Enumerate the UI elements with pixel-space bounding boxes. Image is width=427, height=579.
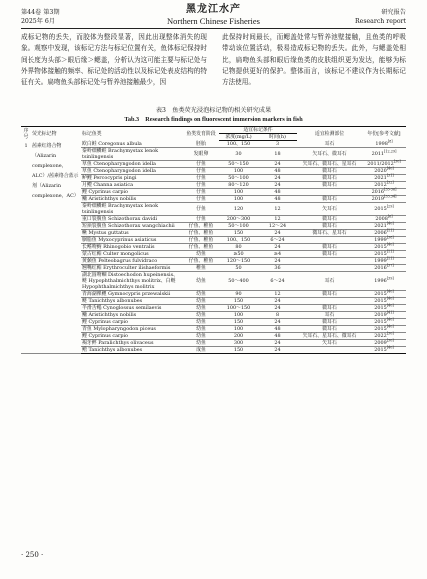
cell-reference-year: 1999 (374, 237, 387, 243)
cell-reference-year: 2016 (374, 265, 387, 271)
cell-concentration: 50～100 (219, 223, 258, 230)
header-section-cn: 研究报告 (381, 9, 406, 16)
cell-stage: 仔鱼、稚鱼 (183, 258, 219, 265)
cell-reference (362, 196, 406, 203)
cell-time: 24 (258, 305, 297, 312)
cell-site (297, 189, 362, 196)
cell-site: 矢耳石、星耳石、微耳石 (297, 333, 362, 340)
cell-concentration: 100 (219, 326, 258, 333)
journal-title-en: Northern Chinese Fisheries (166, 16, 260, 26)
cell-concentration: 80～120 (219, 182, 258, 189)
cell-fish: 鲤 Cyprinus carpio (81, 189, 183, 196)
cell-reference-year: 2015 (374, 326, 387, 332)
cell-concentration: 90 (219, 291, 258, 298)
cell-site: 矢耳石 (297, 340, 362, 347)
col-header-marker: 荧光标记物 (31, 127, 81, 141)
cell-reference-year: 2020 (374, 168, 387, 174)
cell-stage: 仔鱼 (183, 189, 219, 196)
cell-reference (362, 289, 406, 301)
cell-concentration: 100 (219, 312, 258, 319)
cell-site: 微耳石 (297, 319, 362, 326)
cell-concentration: 120 (219, 203, 258, 216)
row-group-marker: 茜素红络合物（Alizarin complexone，ALC）/茜素络合蓝示剂（Alizarin complexone，AC） (31, 141, 81, 354)
cell-fish: 湖北圆吻鲴 Distoechodon hupeinensis、鲢 Hypophthalmichthys molitrix、白鲢 Hypophthalmichthys molitrix (81, 272, 183, 291)
cell-reference-year: 2008 (375, 216, 388, 222)
cell-reference-citation[interactable]: [30] (386, 331, 394, 336)
cell-reference-citation[interactable]: [40] (386, 166, 394, 171)
journal-title-cn: 黑龙江水产 (186, 4, 241, 15)
cell-site (297, 237, 362, 244)
cell-reference-year: 2016 (371, 189, 385, 195)
cell-fish: 长鳍吻鮈 Rhinogobio ventralis (81, 244, 183, 251)
cell-reference (362, 141, 406, 148)
table-caption (0, 106, 427, 124)
cell-fish: 翘嘴红鲌 Erythroculter ilishaeformis (81, 265, 183, 272)
cell-time: 24 (258, 175, 297, 182)
cell-reference-year: 2015 (374, 298, 387, 304)
cell-fish: 青鱼 Mylopharyngodon piceus (81, 326, 183, 333)
cell-time: 24 (258, 161, 297, 168)
cell-site: 微耳石 (297, 182, 362, 189)
cell-reference-year: 2011 (371, 151, 385, 157)
cell-time: 24 (258, 319, 297, 326)
cell-time: 24 (258, 340, 297, 347)
row-group-number: 1 (21, 141, 31, 354)
cell-time: 24 (258, 347, 297, 354)
cell-reference (362, 296, 406, 308)
header-section-en: Research report (355, 18, 406, 25)
cell-site: 矢耳石 (297, 203, 362, 216)
cell-time: ≥4 (258, 251, 297, 258)
cell-site: 微耳石 (297, 251, 362, 258)
cell-site: 微耳石 (297, 175, 362, 182)
cell-reference-year: 2015 (374, 291, 387, 297)
cell-reference-citation[interactable]: [12,29] (384, 149, 397, 154)
cell-reference-citation[interactable]: [30] (393, 159, 401, 164)
table-caption-en: Tab.3 Research findings on fluorescent immersion markers in fish (124, 116, 303, 123)
cell-stage: 仔鱼 (183, 175, 219, 182)
cell-concentration: 100 (219, 168, 258, 175)
header-date: 2025年 6月 (21, 18, 56, 25)
cell-fish: 草鱼 Ctenopharyngodon idella (81, 161, 183, 168)
cell-time: 6～24 (258, 237, 297, 244)
cell-site: 微耳石 (297, 244, 362, 251)
cell-reference-citation[interactable]: [11] (386, 256, 394, 261)
cell-concentration: 50～100 (219, 175, 258, 182)
cell-concentration: 150 (219, 319, 258, 326)
col-header-conc: 浓度(mg/L) (219, 134, 258, 141)
cell-fish: 半滑舌鳎 Cynoglossus semilaevis (81, 305, 183, 312)
cell-reference-citation[interactable]: [40] (386, 242, 394, 247)
cell-time: 12～24 (258, 223, 297, 230)
cell-reference-citation[interactable]: [40] (386, 303, 394, 308)
cell-reference-citation[interactable]: [40] (386, 221, 394, 226)
cell-site (297, 258, 362, 265)
cell-reference (362, 317, 406, 329)
page-number: · 250 · (21, 551, 44, 559)
cell-fish: 鳤 Tanichthys albonubes (81, 347, 183, 354)
cell-fish: 鲤 Cyprinus carpio (81, 319, 183, 326)
cell-stage: 仔鱼、稚鱼 (183, 237, 219, 244)
cell-concentration: 100、150 (219, 237, 258, 244)
cell-concentration: 50～150 (219, 161, 258, 168)
cell-reference-year: 2019 (371, 196, 385, 202)
cell-time: 24 (258, 182, 297, 189)
cell-fish: 褐牙鲆 Paralichthys olivaceus (81, 340, 183, 347)
cell-stage: 幼鱼 (183, 340, 219, 347)
cell-reference-year: 2021 (374, 223, 387, 229)
cell-stage: 幼鱼 (183, 298, 219, 305)
cell-time: 24 (258, 258, 297, 265)
cell-concentration: 200～300 (219, 216, 258, 223)
cell-stage: 发眼卵 (183, 148, 219, 161)
cell-reference-citation[interactable]: [40] (386, 345, 394, 350)
cell-stage: 幼鱼 (183, 272, 219, 291)
cell-stage: 仔鱼、稚鱼 (183, 230, 219, 237)
cell-fish: 秦岭细鳞鲑 Brachymystax lenok tsinlingensis (81, 148, 183, 161)
cell-fish: 鳙 Aristichthys nobilis (81, 196, 183, 203)
cell-concentration: 120～150 (219, 258, 258, 265)
cell-reference-year: 1998 (375, 140, 388, 147)
cell-reference-year: 2015 (374, 347, 387, 353)
cell-fish: 鳙 Aristichthys nobilis (81, 312, 183, 319)
cell-reference-citation[interactable]: [11] (386, 228, 394, 233)
cell-concentration: 30 (219, 148, 258, 161)
cell-fish: 青海湖裸鲤 Gymnocypris przewalskii (81, 291, 183, 298)
header-volume: 第44卷 第3期 (21, 9, 60, 16)
cell-time: 48 (258, 333, 297, 340)
cell-fish: 鳜 Mystus guttatus (81, 230, 183, 237)
cell-reference-year: 2015 (374, 319, 387, 325)
cell-site: 微耳石 (297, 223, 362, 230)
cell-time: 24 (258, 244, 297, 251)
cell-concentration: 100、150 (219, 141, 258, 148)
cell-concentration: 50～400 (219, 272, 258, 291)
header-section (355, 8, 406, 26)
cell-concentration: 300 (219, 340, 258, 347)
cell-reference-year: 2015 (374, 244, 387, 250)
cell-reference-citation[interactable]: [31] (386, 173, 394, 178)
cell-site: 微耳石 (297, 168, 362, 175)
cell-reference-citation[interactable]: [6] (387, 214, 393, 219)
cell-stage: 胚胎 (183, 141, 219, 148)
cell-reference-citation[interactable]: [11] (386, 249, 394, 254)
cell-concentration: ≥50 (219, 251, 258, 258)
col-header-conditions: 适宜标记条件 (219, 127, 297, 134)
table-body (21, 141, 406, 354)
cell-site: 耳石 (297, 272, 362, 291)
cell-concentration: 50 (219, 265, 258, 272)
cell-reference-year: 2015 (374, 251, 387, 257)
col-header-stage: 鱼类发育阶段 (183, 127, 219, 141)
cell-stage: 幼鱼 (183, 305, 219, 312)
cell-time: 8 (258, 312, 297, 319)
col-header-site: 适宜检测部位 (297, 127, 362, 141)
cell-concentration: 80 (219, 244, 258, 251)
cell-reference-citation[interactable]: [37] (386, 263, 394, 268)
cell-fish: 胭脂鱼 Myxocyprinus asiaticus (81, 237, 183, 244)
cell-concentration: 100 (219, 189, 258, 196)
header-divider (21, 28, 406, 29)
cell-reference-year: 2011/2012 (367, 161, 394, 167)
cell-reference (362, 347, 406, 354)
cell-reference-citation[interactable]: [32] (386, 180, 394, 185)
col-header-no: 序号 (21, 127, 31, 141)
cell-stage: 幼鱼 (183, 312, 219, 319)
cell-stage: 幼鱼 (183, 326, 219, 333)
cell-site: 耳石 (297, 141, 362, 148)
cell-reference-citation[interactable]: [40] (386, 296, 394, 301)
body-text-right-column: 此保持时间最长，而鳃盖处常与暂养池壁接触，且鱼类的呼吸带动该位置活动，极易造成标记物的丢失。此外，与鳃盖处相比，扁吻鱼头部和眼后缘鱼类的皮肤组织更为发达，能够为标记物提供更好的保护。整体而言，该标记不建议作为长期标记方法使用。 (222, 33, 406, 87)
cell-site: 微耳石 (297, 196, 362, 203)
cell-reference-year: 2015 (374, 206, 387, 212)
cell-stage: 仔鱼 (183, 216, 219, 223)
cell-time: 48 (258, 196, 297, 203)
cell-time: 36 (258, 265, 297, 272)
cell-reference-year: 2022 (374, 333, 387, 339)
col-header-ref: 年份[参考文献] (362, 127, 406, 141)
cell-time: 24 (258, 230, 297, 237)
cell-fish: 重口裂腹鱼 Schizothorax davidi (81, 216, 183, 223)
cell-stage: 仔鱼 (183, 203, 219, 216)
cell-reference-citation[interactable]: [39] (386, 276, 394, 281)
cell-fish: 鲢 Tanichthys albonubes (81, 298, 183, 305)
cell-stage: 仔鱼、稚鱼 (183, 223, 219, 230)
cell-time: 12 (258, 291, 297, 298)
cell-stage: 稚鱼 (183, 265, 219, 272)
cell-site: 耳石 (297, 312, 362, 319)
cell-reference-citation[interactable]: [38] (386, 235, 394, 240)
cell-reference-year: 2012 (374, 182, 387, 188)
cell-reference (362, 265, 406, 272)
cell-site: 微耳石 (297, 291, 362, 298)
cell-fish: 鲤 Cyprinus carpio (81, 333, 183, 340)
body-text-left-column: 成标记物的丢失，而胶体为整段显著，因此出现整体消失的现象。观察中发现，该标记方法与标记位置有关，鱼体标记保持时间长度为头部＞眼后缘＞鳃盖，分析认为这可能主要与标记处与外界物体接触的频率、标记处的活动性以及标记处表皮结构的特征有关。扁吻鱼头部标记处与暂养池接触最少，因 (21, 33, 207, 87)
cell-reference-year: 2006 (374, 230, 387, 236)
cell-time: 6～24 (258, 272, 297, 291)
cell-site: 微耳石 (297, 326, 362, 333)
cell-reference-citation[interactable]: [33,34] (384, 194, 397, 199)
cell-time: 48 (258, 326, 297, 333)
cell-concentration: 150 (219, 230, 258, 237)
cell-reference-year: 2019 (374, 312, 387, 318)
cell-stage: 仔鱼、稚鱼 (183, 244, 219, 251)
cell-fish: 蒙古红鲌 Culter mongolicus (81, 251, 183, 258)
col-header-fish: 标记鱼类 (81, 127, 183, 141)
cell-fish: 鲈鲤 Percocypris pingi (81, 175, 183, 182)
col-header-time: 时间(h) (258, 134, 297, 141)
cell-fish: 草鱼 Ctenopharyngodon idella (81, 168, 183, 175)
cell-time: 3 (258, 141, 297, 148)
cell-concentration: 150 (219, 347, 258, 354)
cell-fish: 黄颡鱼 Pelteobagrus fulvidraco (81, 258, 183, 265)
cell-time: 48 (258, 168, 297, 175)
cell-site: 微耳石 (297, 216, 362, 223)
cell-stage: 仔鱼 (183, 196, 219, 203)
cell-site: 微耳石、星耳石 (297, 230, 362, 237)
cell-site (297, 298, 362, 305)
cell-site: 矢耳石、微耳石 (297, 148, 362, 161)
cell-time: 12 (258, 203, 297, 216)
cell-time: 18 (258, 148, 297, 161)
cell-concentration: 200 (219, 333, 258, 340)
cell-reference-citation[interactable]: [40] (386, 324, 394, 329)
cell-reference-year: 2009 (374, 340, 387, 346)
cell-stage: 仔鱼 (183, 161, 219, 168)
cell-stage: 仔鱼 (183, 182, 219, 189)
cell-time: 48 (258, 189, 297, 196)
cell-stage: 仔鱼 (183, 168, 219, 175)
cell-reference-year: 2015 (374, 305, 387, 311)
cell-concentration: 100 (219, 196, 258, 203)
cell-reference-citation[interactable]: [35-36] (384, 187, 397, 192)
marker-table (21, 126, 406, 354)
cell-reference-year: 1999 (374, 258, 387, 264)
cell-concentration: 150 (219, 298, 258, 305)
cell-stage: 幼鱼 (183, 319, 219, 326)
cell-concentration: 100～150 (219, 305, 258, 312)
table-caption-cn: 表3 鱼类荧光浸泡标记物的相关研究成果 (155, 107, 272, 114)
cell-fish: 秦岭细鳞鲑 Brachymystax lenok tsinlingensis (81, 203, 183, 216)
cell-time: 24 (258, 298, 297, 305)
cell-reference-citation[interactable]: [40] (386, 289, 394, 294)
cell-reference-citation[interactable]: [30] (386, 338, 394, 343)
cell-fish: 短须裂腹鱼 Schizothorax wangchiachii (81, 223, 183, 230)
table-row (21, 141, 406, 148)
cell-site: 矢耳石、微耳石、星耳石 (297, 161, 362, 168)
cell-time: 12 (258, 216, 297, 223)
cell-reference-citation[interactable]: [40] (386, 317, 394, 322)
cell-reference-citation[interactable]: [41] (386, 310, 394, 315)
cell-site: 微耳石 (297, 305, 362, 312)
cell-stage: 幼鱼 (183, 251, 219, 258)
cell-fish: 欧白鲑 Coregonus albula (81, 141, 183, 148)
cell-reference-year: 1996 (374, 278, 387, 284)
cell-stage: 幼鱼 (183, 333, 219, 340)
cell-reference-citation[interactable]: [29] (386, 204, 394, 209)
cell-reference-year: 2021 (374, 175, 387, 181)
cell-site (297, 265, 362, 272)
cell-site (297, 347, 362, 354)
cell-fish: 月鳢 Channa asiatica (81, 182, 183, 189)
cell-reference-citation[interactable]: [8] (387, 139, 393, 144)
cell-stage: 成鱼 (183, 347, 219, 354)
cell-stage: 幼鱼 (183, 291, 219, 298)
